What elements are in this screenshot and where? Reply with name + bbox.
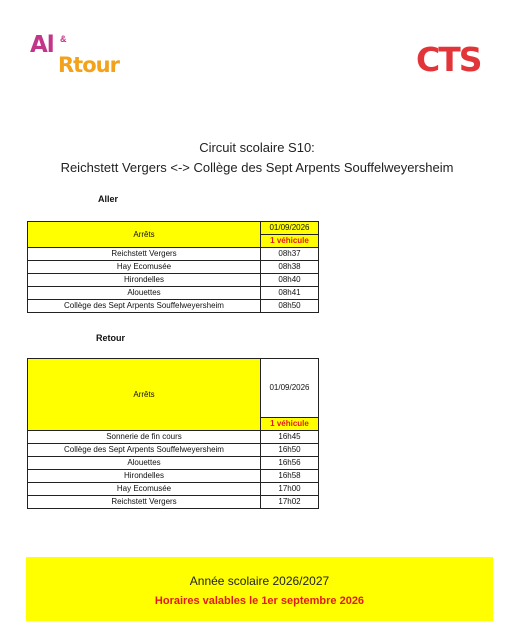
table-row	[28, 248, 319, 261]
table-row	[28, 274, 319, 287]
stop-time: 17h00	[261, 483, 319, 496]
stop-name: Collège des Sept Arpents Souffelweyersheim	[28, 444, 261, 457]
stop-time: 16h50	[261, 444, 319, 457]
logo-al-text: Al	[30, 32, 54, 58]
stop-time: 17h02	[261, 496, 319, 509]
stop-name: Reichstett Vergers	[28, 248, 261, 261]
cts-logo	[416, 40, 494, 80]
stop-time: 08h41	[261, 287, 319, 300]
stop-name: Hay Ecomusée	[28, 261, 261, 274]
table-row	[28, 444, 319, 457]
al-et-retour-logo	[30, 32, 122, 84]
stop-time: 16h45	[261, 431, 319, 444]
stop-name: Sonnerie de fin cours	[28, 431, 261, 444]
stop-time: 08h50	[261, 300, 319, 313]
cts-logo-text: CTS	[416, 40, 481, 79]
logo-rtour-text: Rtour	[58, 53, 119, 77]
table-row	[28, 470, 319, 483]
table-row	[28, 431, 319, 444]
aller-vehicle-count: 1 véhicule	[261, 235, 319, 248]
retour-date-header: 01/09/2026	[261, 359, 319, 418]
aller-date-header: 01/09/2026	[261, 222, 319, 235]
stop-name: Hay Ecomusée	[28, 483, 261, 496]
stop-name: Hirondelles	[28, 470, 261, 483]
aller-table	[27, 221, 319, 313]
retour-label: Retour	[96, 333, 125, 343]
retour-header-row	[28, 359, 319, 418]
stop-time: 16h56	[261, 457, 319, 470]
table-row	[28, 483, 319, 496]
route-title: Reichstett Vergers <-> Collège des Sept Arpents Souffelweyersheim	[60, 160, 454, 175]
stop-name: Alouettes	[28, 457, 261, 470]
circuit-title: Circuit scolaire S10:	[199, 140, 315, 155]
validity-text: Horaires valables le 1er septembre 2026	[154, 595, 365, 607]
stop-time: 08h37	[261, 248, 319, 261]
retour-stops-header: Arrêts	[28, 359, 261, 431]
retour-table	[27, 358, 319, 509]
table-row	[28, 261, 319, 274]
aller-header-row	[28, 222, 319, 235]
stop-name: Reichstett Vergers	[28, 496, 261, 509]
aller-stops-header: Arrêts	[28, 222, 261, 248]
stop-name: Collège des Sept Arpents Souffelweyersheim	[28, 300, 261, 313]
stop-name: Hirondelles	[28, 274, 261, 287]
school-year-text: Année scolaire 2026/2027	[189, 574, 330, 588]
stop-time: 16h58	[261, 470, 319, 483]
aller-label: Aller	[98, 194, 119, 204]
table-row	[28, 457, 319, 470]
stop-time: 08h38	[261, 261, 319, 274]
logo-ampersand: &	[60, 34, 67, 44]
table-row	[28, 496, 319, 509]
school-year-banner	[26, 557, 493, 621]
stop-time: 08h40	[261, 274, 319, 287]
stop-name: Alouettes	[28, 287, 261, 300]
retour-vehicle-count: 1 véhicule	[261, 418, 319, 431]
table-row	[28, 287, 319, 300]
table-row	[28, 300, 319, 313]
